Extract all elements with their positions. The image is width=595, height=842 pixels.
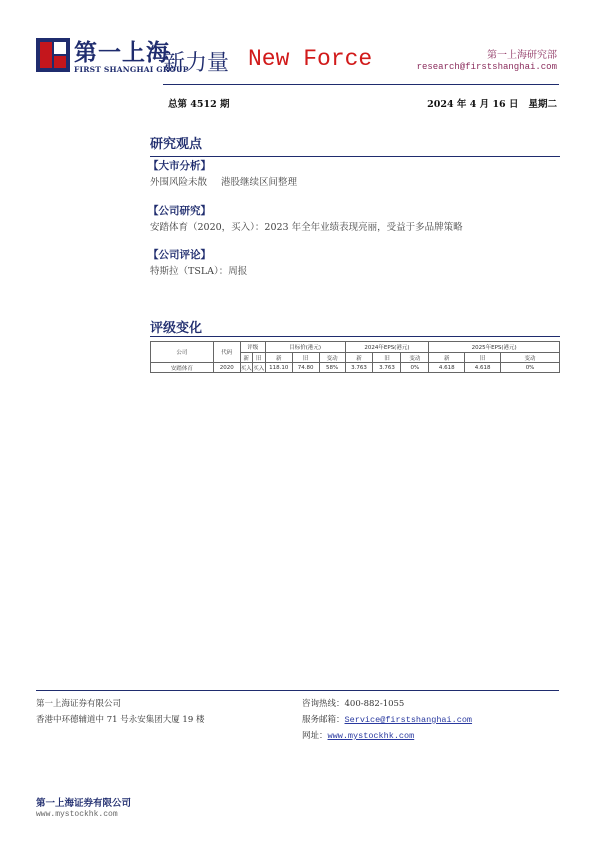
company-research-line[interactable]: 安踏体育（2020，买入）：2023 年全年业绩表现亮丽，受益于多品牌策略 (150, 222, 463, 233)
sub-new: 新 (240, 353, 252, 363)
rating-change-title: 评级变化 (150, 321, 203, 336)
sub-new: 新 (429, 353, 465, 363)
weekday-text: 星期二 (528, 99, 557, 110)
market-headline-2: 港股继续区间整理 (221, 177, 298, 188)
section-divider (150, 156, 560, 157)
cell-eps24-change: 0% (401, 363, 429, 373)
cell-company: 安踏体育 (151, 363, 214, 373)
cell-rating-old: 买入 (252, 363, 265, 373)
cell-eps25-change: 0% (501, 363, 560, 373)
footer-website (302, 729, 414, 741)
cell-eps24-new: 3.763 (345, 363, 373, 373)
cell-tp-old: 74.80 (292, 363, 319, 373)
cell-eps24-old: 3.763 (373, 363, 401, 373)
sub-old: 旧 (465, 353, 501, 363)
cell-code: 2020 (213, 363, 240, 373)
logo-english-name: FIRST SHANGHAI GROUP (74, 65, 189, 74)
cell-eps25-new: 4.618 (429, 363, 465, 373)
col-target-price: 目标价(港元) (265, 342, 345, 353)
footer-divider (36, 690, 559, 691)
email-label: 服务邮箱： (302, 715, 345, 725)
bottom-website[interactable]: www.mystockhk.com (36, 810, 118, 819)
col-rating: 评级 (240, 342, 265, 353)
issue-number: 总第 4512 期 (168, 99, 230, 110)
cell-tp-new: 118.10 (265, 363, 292, 373)
sub-change: 变动 (501, 353, 560, 363)
cell-rating-new: 买入 (240, 363, 252, 373)
footer-address: 香港中环德辅道中 71 号永安集团大厦 19 楼 (36, 715, 205, 725)
service-email-link[interactable]: Service@firstshanghai.com (344, 715, 473, 725)
footer-email (302, 713, 472, 725)
company-research-tag: 【公司研究】 (148, 205, 211, 217)
research-email[interactable]: research@firstshanghai.com (416, 62, 557, 72)
cell-eps25-old: 4.618 (465, 363, 501, 373)
issue-date (427, 96, 557, 110)
logo-chinese-name: 第一上海 (74, 39, 170, 66)
hotline-label: 咨询热线： (302, 699, 345, 709)
market-analysis-line[interactable] (150, 174, 297, 188)
market-headline-1: 外围风险未散 (150, 177, 208, 188)
sub-old: 旧 (292, 353, 319, 363)
footer-company: 第一上海证券有限公司 (36, 699, 122, 709)
company-comment-line[interactable]: 特斯拉（TSLA）：周报 (150, 266, 248, 277)
col-company: 公司 (151, 342, 214, 363)
company-comment-tag: 【公司评论】 (148, 249, 211, 261)
date-text: 2024 年 4 月 16 日 (427, 99, 519, 110)
market-analysis-tag: 【大市分析】 (148, 160, 211, 172)
brand-title-en: New Force (248, 46, 373, 72)
col-eps-2024: 2024年EPS(港元) (345, 342, 429, 353)
bottom-company-name: 第一上海证券有限公司 (36, 798, 132, 809)
brand-title-cn: 新力量 (163, 51, 230, 76)
table-row (151, 363, 560, 373)
rating-change-table (150, 341, 560, 373)
col-eps-2025: 2025年EPS(港元) (429, 342, 560, 353)
rating-divider (150, 336, 560, 337)
research-section-title: 研究观点 (150, 137, 203, 152)
sub-new: 新 (345, 353, 373, 363)
col-code: 代码 (213, 342, 240, 363)
hotline-number[interactable]: 400-882-1055 (344, 699, 405, 709)
web-label: 网址： (302, 731, 328, 741)
sub-new: 新 (265, 353, 292, 363)
sub-change: 变动 (401, 353, 429, 363)
sub-old: 旧 (373, 353, 401, 363)
sub-change: 变动 (319, 353, 345, 363)
research-department: 第一上海研究部 (487, 50, 557, 61)
company-logo-icon (36, 38, 70, 72)
website-link[interactable]: www.mystockhk.com (327, 731, 415, 741)
footer-hotline (302, 697, 404, 709)
header-divider (163, 84, 559, 85)
sub-old: 旧 (252, 353, 265, 363)
cell-tp-change: 58% (319, 363, 345, 373)
